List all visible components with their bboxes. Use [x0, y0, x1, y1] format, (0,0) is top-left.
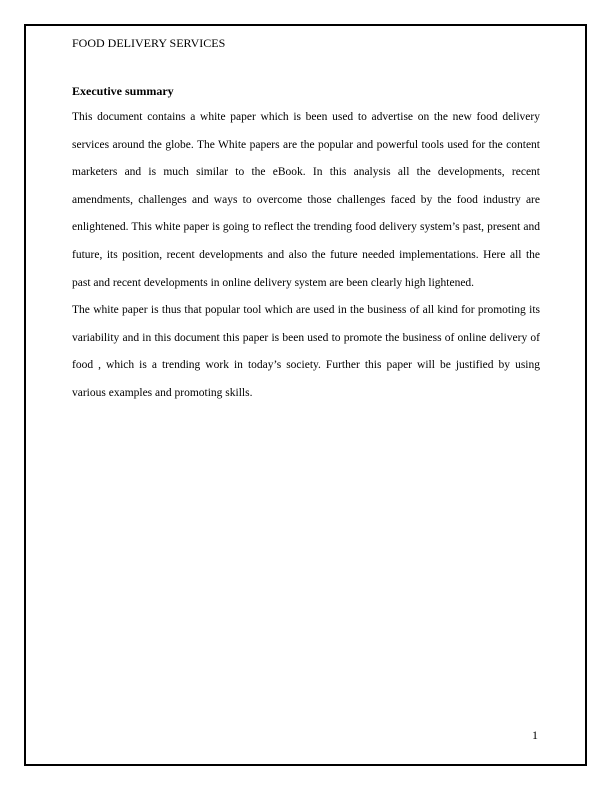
document-body [72, 82, 540, 408]
page-number: 1 [532, 728, 538, 742]
paragraph-1: This document contains a white paper which is been used to advertise on the new food delivery services around the globe. The White papers are the popular and powerful tools used for the content marketers and is much similar to the eBook. In this analysis all the developments, recent amendments, challenges and ways to overcome those challenges faced by the food industry are enlightened. This white paper is going to reflect the trending food delivery system’s past, present and future, its position, recent developments and also the future needed implementations. Here all the past and recent developments in online delivery system are been clearly high lightened. [72, 111, 540, 289]
document-header: FOOD DELIVERY SERVICES [72, 36, 226, 50]
section-title: Executive summary [72, 84, 174, 98]
paragraph-2: The white paper is thus that popular tool which are used in the business of all kind for promoting its variability and in this document this paper is been used to promote the business of online delivery of food , which is a trending work in today’s society. Further this paper will be justified by using various examples and promoting skills. [72, 304, 540, 399]
